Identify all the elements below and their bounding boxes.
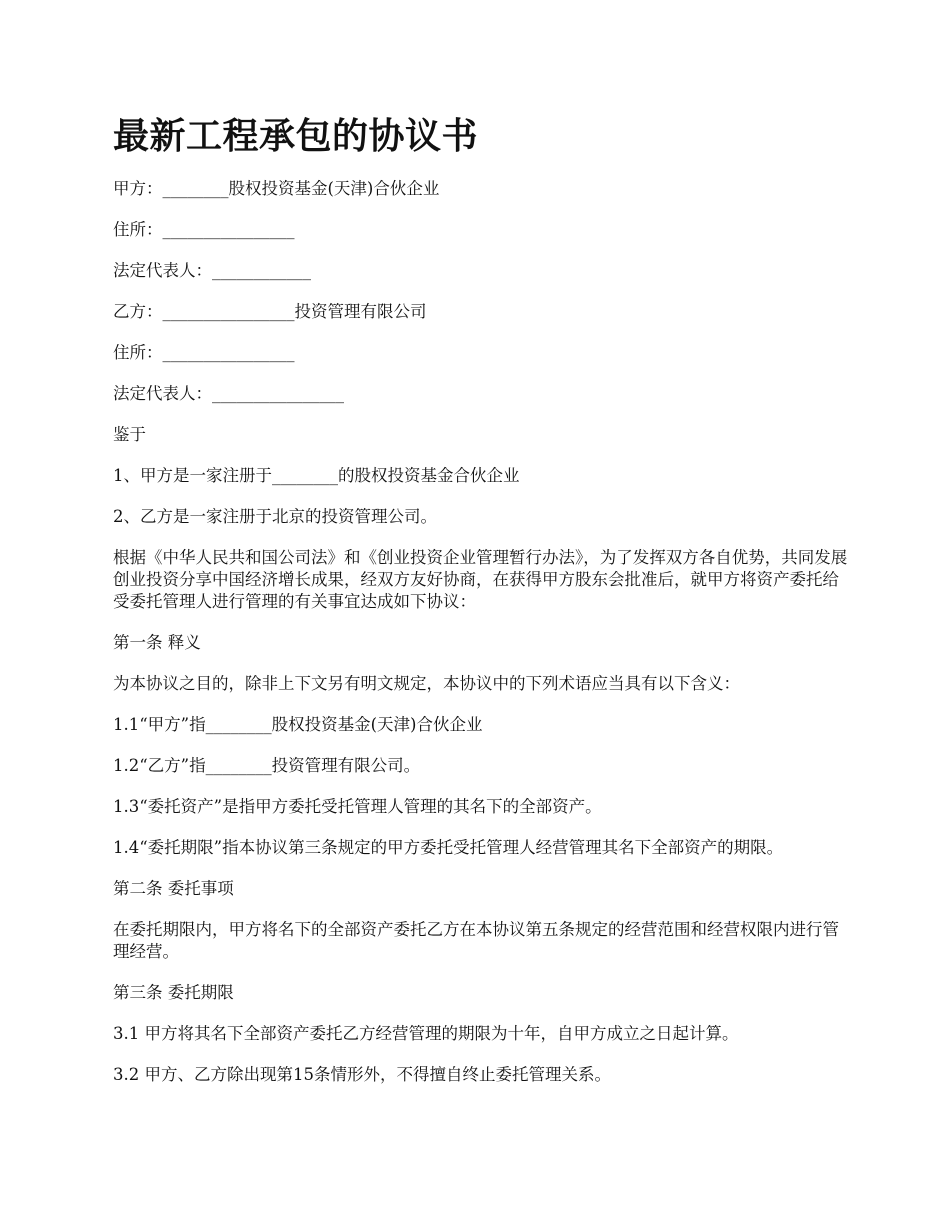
article-3-heading: 第三条 委托期限 bbox=[113, 983, 234, 1002]
document-title: 最新工程承包的协议书 bbox=[113, 116, 479, 157]
party-a-line: 甲方：________股权投资基金(天津)合伙企业 bbox=[113, 179, 440, 198]
document-page bbox=[113, 112, 848, 1105]
clause-1-2: 1.2“乙方”指________投资管理有限公司。 bbox=[113, 756, 421, 775]
article-1-heading: 第一条 释义 bbox=[113, 633, 201, 652]
clause-1-4: 1.4“委托期限”指本协议第三条规定的甲方委托受托管理人经营管理其名下全部资产的期限。 bbox=[113, 838, 784, 857]
article-1-intro: 为本协议之目的，除非上下文另有明文规定，本协议中的下列术语应当具有以下含义： bbox=[113, 674, 740, 693]
whereas-heading: 鉴于 bbox=[113, 425, 146, 444]
clause-1-1: 1.1“甲方”指________股权投资基金(天津)合伙企业 bbox=[113, 715, 483, 734]
party-b-address: 住所：________________ bbox=[113, 343, 295, 362]
party-b-line: 乙方：________________投资管理有限公司 bbox=[113, 302, 427, 321]
article-2-heading: 第二条 委托事项 bbox=[113, 879, 234, 898]
party-b-representative: 法定代表人：________________ bbox=[113, 384, 344, 403]
whereas-item-1: 1、甲方是一家注册于________的股权投资基金合伙企业 bbox=[113, 466, 520, 485]
clause-3-2: 3.2 甲方、乙方除出现第15条情形外，不得擅自终止委托管理关系。 bbox=[113, 1065, 611, 1084]
whereas-item-2: 2、乙方是一家注册于北京的投资管理公司。 bbox=[113, 507, 437, 526]
clause-3-1: 3.1 甲方将其名下全部资产委托乙方经营管理的期限为十年，自甲方成立之日起计算。 bbox=[113, 1024, 739, 1043]
party-a-representative: 法定代表人：____________ bbox=[113, 261, 311, 280]
party-a-address: 住所：________________ bbox=[113, 220, 295, 239]
preamble-paragraph: 根据《中华人民共和国公司法》和《创业投资企业管理暂行办法》，为了发挥双方各自优势，共同发展创业投资分享中国经济增长成果，经双方友好协商，在获得甲方股东会批准后，就甲方将资产委托给受委托管理人进行管理的有关事宜达成如下协议： bbox=[113, 548, 848, 611]
clause-1-3: 1.3“委托资产”是指甲方委托受托管理人管理的其名下的全部资产。 bbox=[113, 797, 602, 816]
article-2-body: 在委托期限内，甲方将名下的全部资产委托乙方在本协议第五条规定的经营范围和经营权限内进行管理经营。 bbox=[113, 920, 839, 961]
